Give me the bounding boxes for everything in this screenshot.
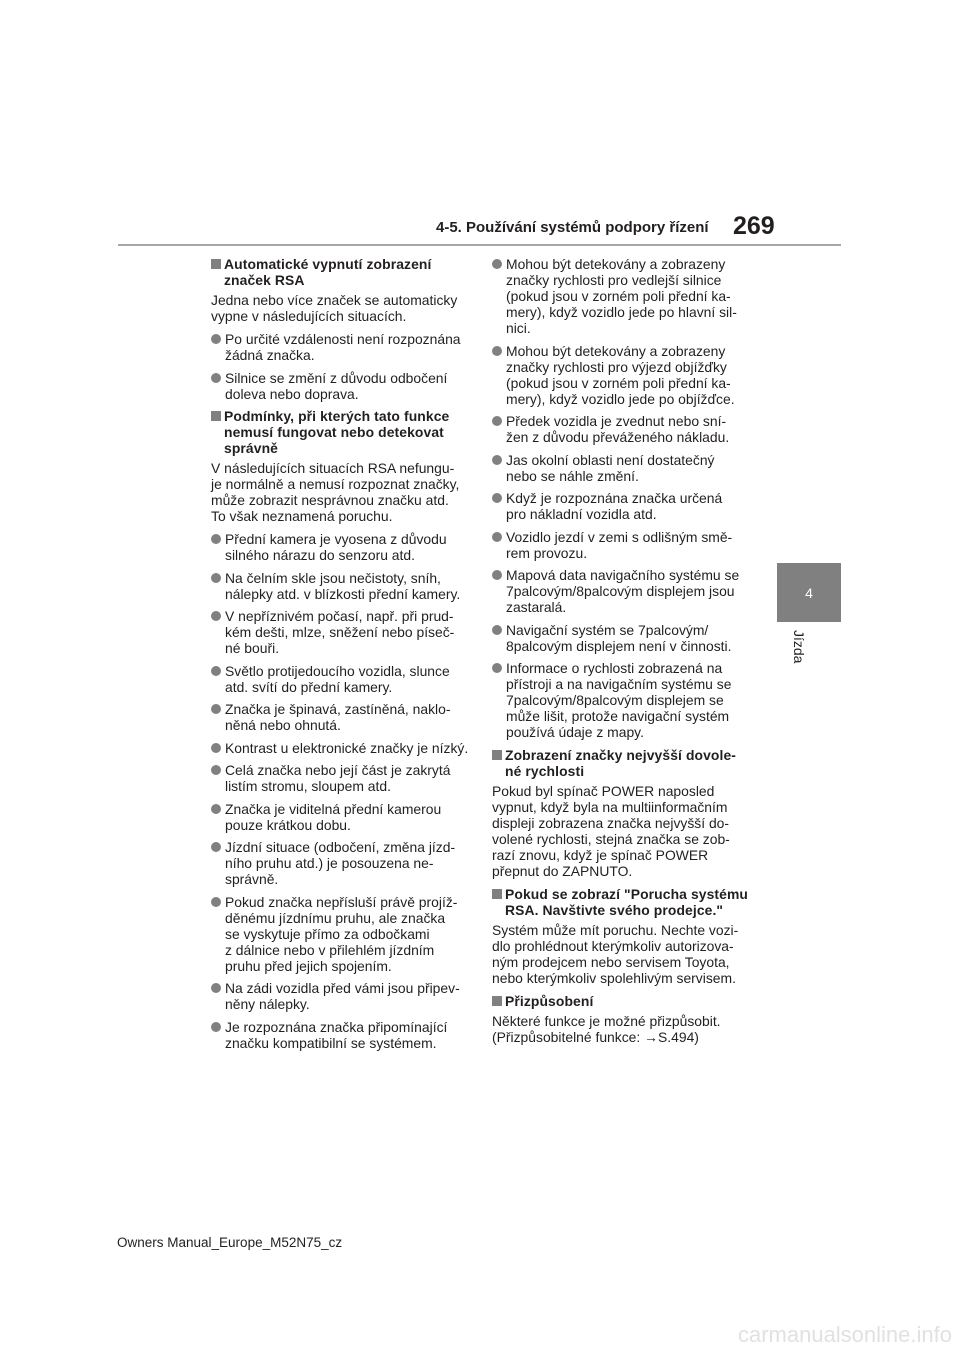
text-line: z dálnice nebo v přilehlém jízdním xyxy=(225,941,435,958)
text-line: nálepky atd. v blízkosti přední kamery. xyxy=(225,585,461,602)
bullet-item xyxy=(492,529,747,561)
text-line: silného nárazu do senzoru atd. xyxy=(225,547,415,563)
text-line: mery), když vozidlo jede po objížďce. xyxy=(506,390,735,407)
chapter-label: Jízda xyxy=(791,630,807,664)
footer-text: Owners Manual_Europe_M52N75_cz xyxy=(117,1235,343,1250)
text-line: Pokud značka nepřísluší právě projíž- xyxy=(225,893,458,910)
text-line: displeji zobrazena značka nejvyšší do- xyxy=(492,814,730,831)
section-heading xyxy=(211,408,466,456)
text-line: 7palcovým/8palcovým displejem jsou xyxy=(506,583,735,599)
text-line: žen z důvodu převáženého nákladu. xyxy=(506,429,730,445)
text-line: rem provozu. xyxy=(506,544,588,561)
text-line: Přední kamera je vyosena z důvodu xyxy=(225,531,447,547)
text-line: Značka je špinavá, zastíněná, naklo- xyxy=(225,701,451,717)
text-line: RSA. Navštivte svého prodejce." xyxy=(505,901,724,918)
bullet-item xyxy=(492,567,747,615)
text-line: Celá značka nebo její část je zakrytá xyxy=(225,762,451,778)
text-line: pouze krátkou dobu. xyxy=(225,816,351,833)
text-line: něny nálepky. xyxy=(225,996,310,1012)
text-line: né rychlosti xyxy=(505,762,585,779)
text-line: značku kompatibilní se systémem. xyxy=(225,1034,437,1051)
section-heading xyxy=(211,256,466,288)
section-heading xyxy=(492,993,747,1009)
text-line: kém dešti, mlze, sněžení nebo píseč- xyxy=(225,624,455,640)
text-line: 7palcovým/8palcovým displejem se xyxy=(506,692,724,708)
bullet-item xyxy=(211,839,466,887)
text-line: správně. xyxy=(225,871,279,887)
bullet-item xyxy=(211,331,466,363)
text-line: žádná značka. xyxy=(225,347,315,363)
text-line: vypnut, když byla na multiinformačním xyxy=(492,798,728,815)
text-line: V následujících situacích RSA nefungu- xyxy=(211,460,455,476)
bullet-item xyxy=(211,531,466,563)
text-line: (Přizpůsobitelné funkce: →S.494) xyxy=(492,1028,699,1045)
text-line: značky rychlosti pro vedlejší silnice xyxy=(506,272,722,288)
bullet-item xyxy=(211,663,466,695)
bullet-item xyxy=(211,370,466,402)
text-line: nici. xyxy=(506,320,531,336)
bullet-item xyxy=(492,660,747,740)
left-column xyxy=(211,256,469,1057)
section-heading xyxy=(492,747,747,779)
text-line: Kontrast u elektronické značky je nízký. xyxy=(225,739,469,756)
text-line: razí znovu, když je spínač POWER xyxy=(492,846,709,863)
section-title: 4-5. Používání systémů podpory řízení xyxy=(436,219,709,236)
text-line: doleva nebo doprava. xyxy=(225,385,359,402)
bullet-item xyxy=(211,801,466,833)
bullet-item xyxy=(211,980,466,1012)
paragraph xyxy=(492,922,747,986)
text-line: ního pruhu atd.) je posouzena ne- xyxy=(225,855,434,871)
text-line: To však neznamená poruchu. xyxy=(211,508,393,524)
text-line: atd. svítí do přední kamery. xyxy=(225,678,393,695)
paragraph xyxy=(492,783,747,879)
watermark: carmanualsonline.info xyxy=(737,1322,952,1347)
header-divider xyxy=(118,244,841,246)
text-line: Jedna nebo více značek se automaticky xyxy=(211,292,458,308)
text-line: je normálně a nemusí rozpoznat značky, xyxy=(211,476,460,492)
text-line: Jas okolní oblasti není dostatečný xyxy=(506,451,715,468)
bullet-item xyxy=(211,762,466,794)
text-line: vypne v následujících situacích. xyxy=(211,308,407,324)
text-line: se vyskytuje přímo za odbočkami xyxy=(225,925,430,942)
paragraph xyxy=(211,460,466,524)
text-line: (pokud jsou v zorném poli přední ka- xyxy=(506,288,731,304)
paragraph xyxy=(211,292,466,324)
bullet-item xyxy=(492,490,747,522)
text-line: Mapová data navigačního systému se xyxy=(506,567,740,583)
text-line: správně xyxy=(224,440,278,456)
text-line: Některé funkce je možné přizpůsobit. xyxy=(492,1012,721,1029)
text-line: Jízdní situace (odbočení, změna jízd- xyxy=(225,839,456,855)
text-line: Zobrazení značky nejvyšší dovole- xyxy=(505,746,737,763)
text-line: nemusí fungovat nebo detekovat xyxy=(224,424,444,440)
text-line: Na čelním skle jsou nečistoty, sníh, xyxy=(225,569,441,586)
text-line: Přizpůsobení xyxy=(505,992,594,1009)
page-number: 269 xyxy=(733,212,775,240)
text-line: Světlo protijedoucího vozidla, slunce xyxy=(225,662,450,679)
text-line: může lišit, protože navigační systém xyxy=(506,708,730,724)
text-line: Značka je viditelná přední kamerou xyxy=(225,800,442,817)
text-line: značky rychlosti pro výjezd objížďky xyxy=(506,358,727,375)
text-line: něná nebo ohnutá. xyxy=(225,717,341,733)
text-line: 8palcovým displejem není v činnosti. xyxy=(506,637,732,654)
right-column xyxy=(492,256,747,1052)
bullet-item xyxy=(211,701,466,733)
text-line: může zobrazit nesprávnou značku atd. xyxy=(211,492,449,508)
text-line: přístroji a na navigačním systému se xyxy=(506,676,732,692)
text-line: mery), když vozidlo jede po hlavní sil- xyxy=(506,304,737,320)
section-heading xyxy=(492,886,747,918)
text-line: Když je rozpoznána značka určená xyxy=(506,490,723,506)
text-line: Pokud se zobrazí "Porucha systému xyxy=(505,885,749,902)
bullet-item xyxy=(211,1019,466,1051)
text-line: (pokud jsou v zorném poli přední ka- xyxy=(506,374,731,391)
text-line: přepnut do ZAPNUTO. xyxy=(492,862,633,879)
chapter-tab xyxy=(777,563,841,622)
chapter-number: 4 xyxy=(805,584,813,601)
text-line: Navigační systém se 7palcovým/ xyxy=(506,621,709,638)
bullet-item xyxy=(211,608,466,656)
text-line: Automatické vypnutí zobrazení xyxy=(224,256,432,272)
text-line: ným prodejcem nebo servisem Toyota, xyxy=(492,953,730,970)
text-line: značek RSA xyxy=(224,272,305,288)
bullet-item xyxy=(492,256,747,336)
bullet-item xyxy=(492,452,747,484)
text-line: listím stromu, sloupem atd. xyxy=(225,778,391,794)
text-line: používá údaje z mapy. xyxy=(506,724,644,740)
text-line: Je rozpoznána značka připomínající xyxy=(225,1018,448,1035)
text-line: Systém může mít poruchu. Nechte vozi- xyxy=(492,921,739,938)
bullet-item xyxy=(211,894,466,974)
text-line: pruhu před jejich spojením. xyxy=(225,957,392,974)
text-line: Silnice se změní z důvodu odbočení xyxy=(225,369,448,386)
text-line: V nepříznivém počasí, např. při prud- xyxy=(225,608,454,624)
text-line: Mohou být detekovány a zobrazeny xyxy=(506,342,726,359)
bullet-item xyxy=(211,739,469,756)
text-line: Mohou být detekovány a zobrazeny xyxy=(506,256,726,272)
text-line: Pokud byl spínač POWER naposled xyxy=(492,782,715,799)
text-line: Vozidlo jezdí v zemi s odlišným smě- xyxy=(506,528,733,545)
text-line: pro nákladní vozidla atd. xyxy=(506,506,657,522)
text-line: nebo se náhle změní. xyxy=(506,467,639,484)
text-line: volené rychlosti, stejná značka se zob- xyxy=(492,830,730,847)
text-line: Podmínky, při kterých tato funkce xyxy=(224,408,450,424)
text-line: nebo kterýmkoliv spolehlivým servisem. xyxy=(492,969,736,986)
text-line: né bouři. xyxy=(225,640,280,656)
text-line: zastaralá. xyxy=(506,599,567,615)
text-line: dlo prohlédnout kterýmkoliv autorizova- xyxy=(492,937,734,954)
bullet-item xyxy=(492,343,747,407)
text-line: Po určité vzdálenosti není rozpoznána xyxy=(225,331,461,347)
bullet-item xyxy=(492,413,747,445)
bullet-item xyxy=(492,622,747,654)
paragraph xyxy=(492,1013,747,1045)
text-line: Informace o rychlosti zobrazená na xyxy=(506,660,723,676)
bullet-item xyxy=(211,570,466,602)
text-line: Na zádi vozidla před vámi jsou připev- xyxy=(225,980,460,996)
text-line: Předek vozidla je zvednut nebo sní- xyxy=(506,413,727,429)
text-line: děnému jízdnímu pruhu, ale značka xyxy=(225,909,446,926)
